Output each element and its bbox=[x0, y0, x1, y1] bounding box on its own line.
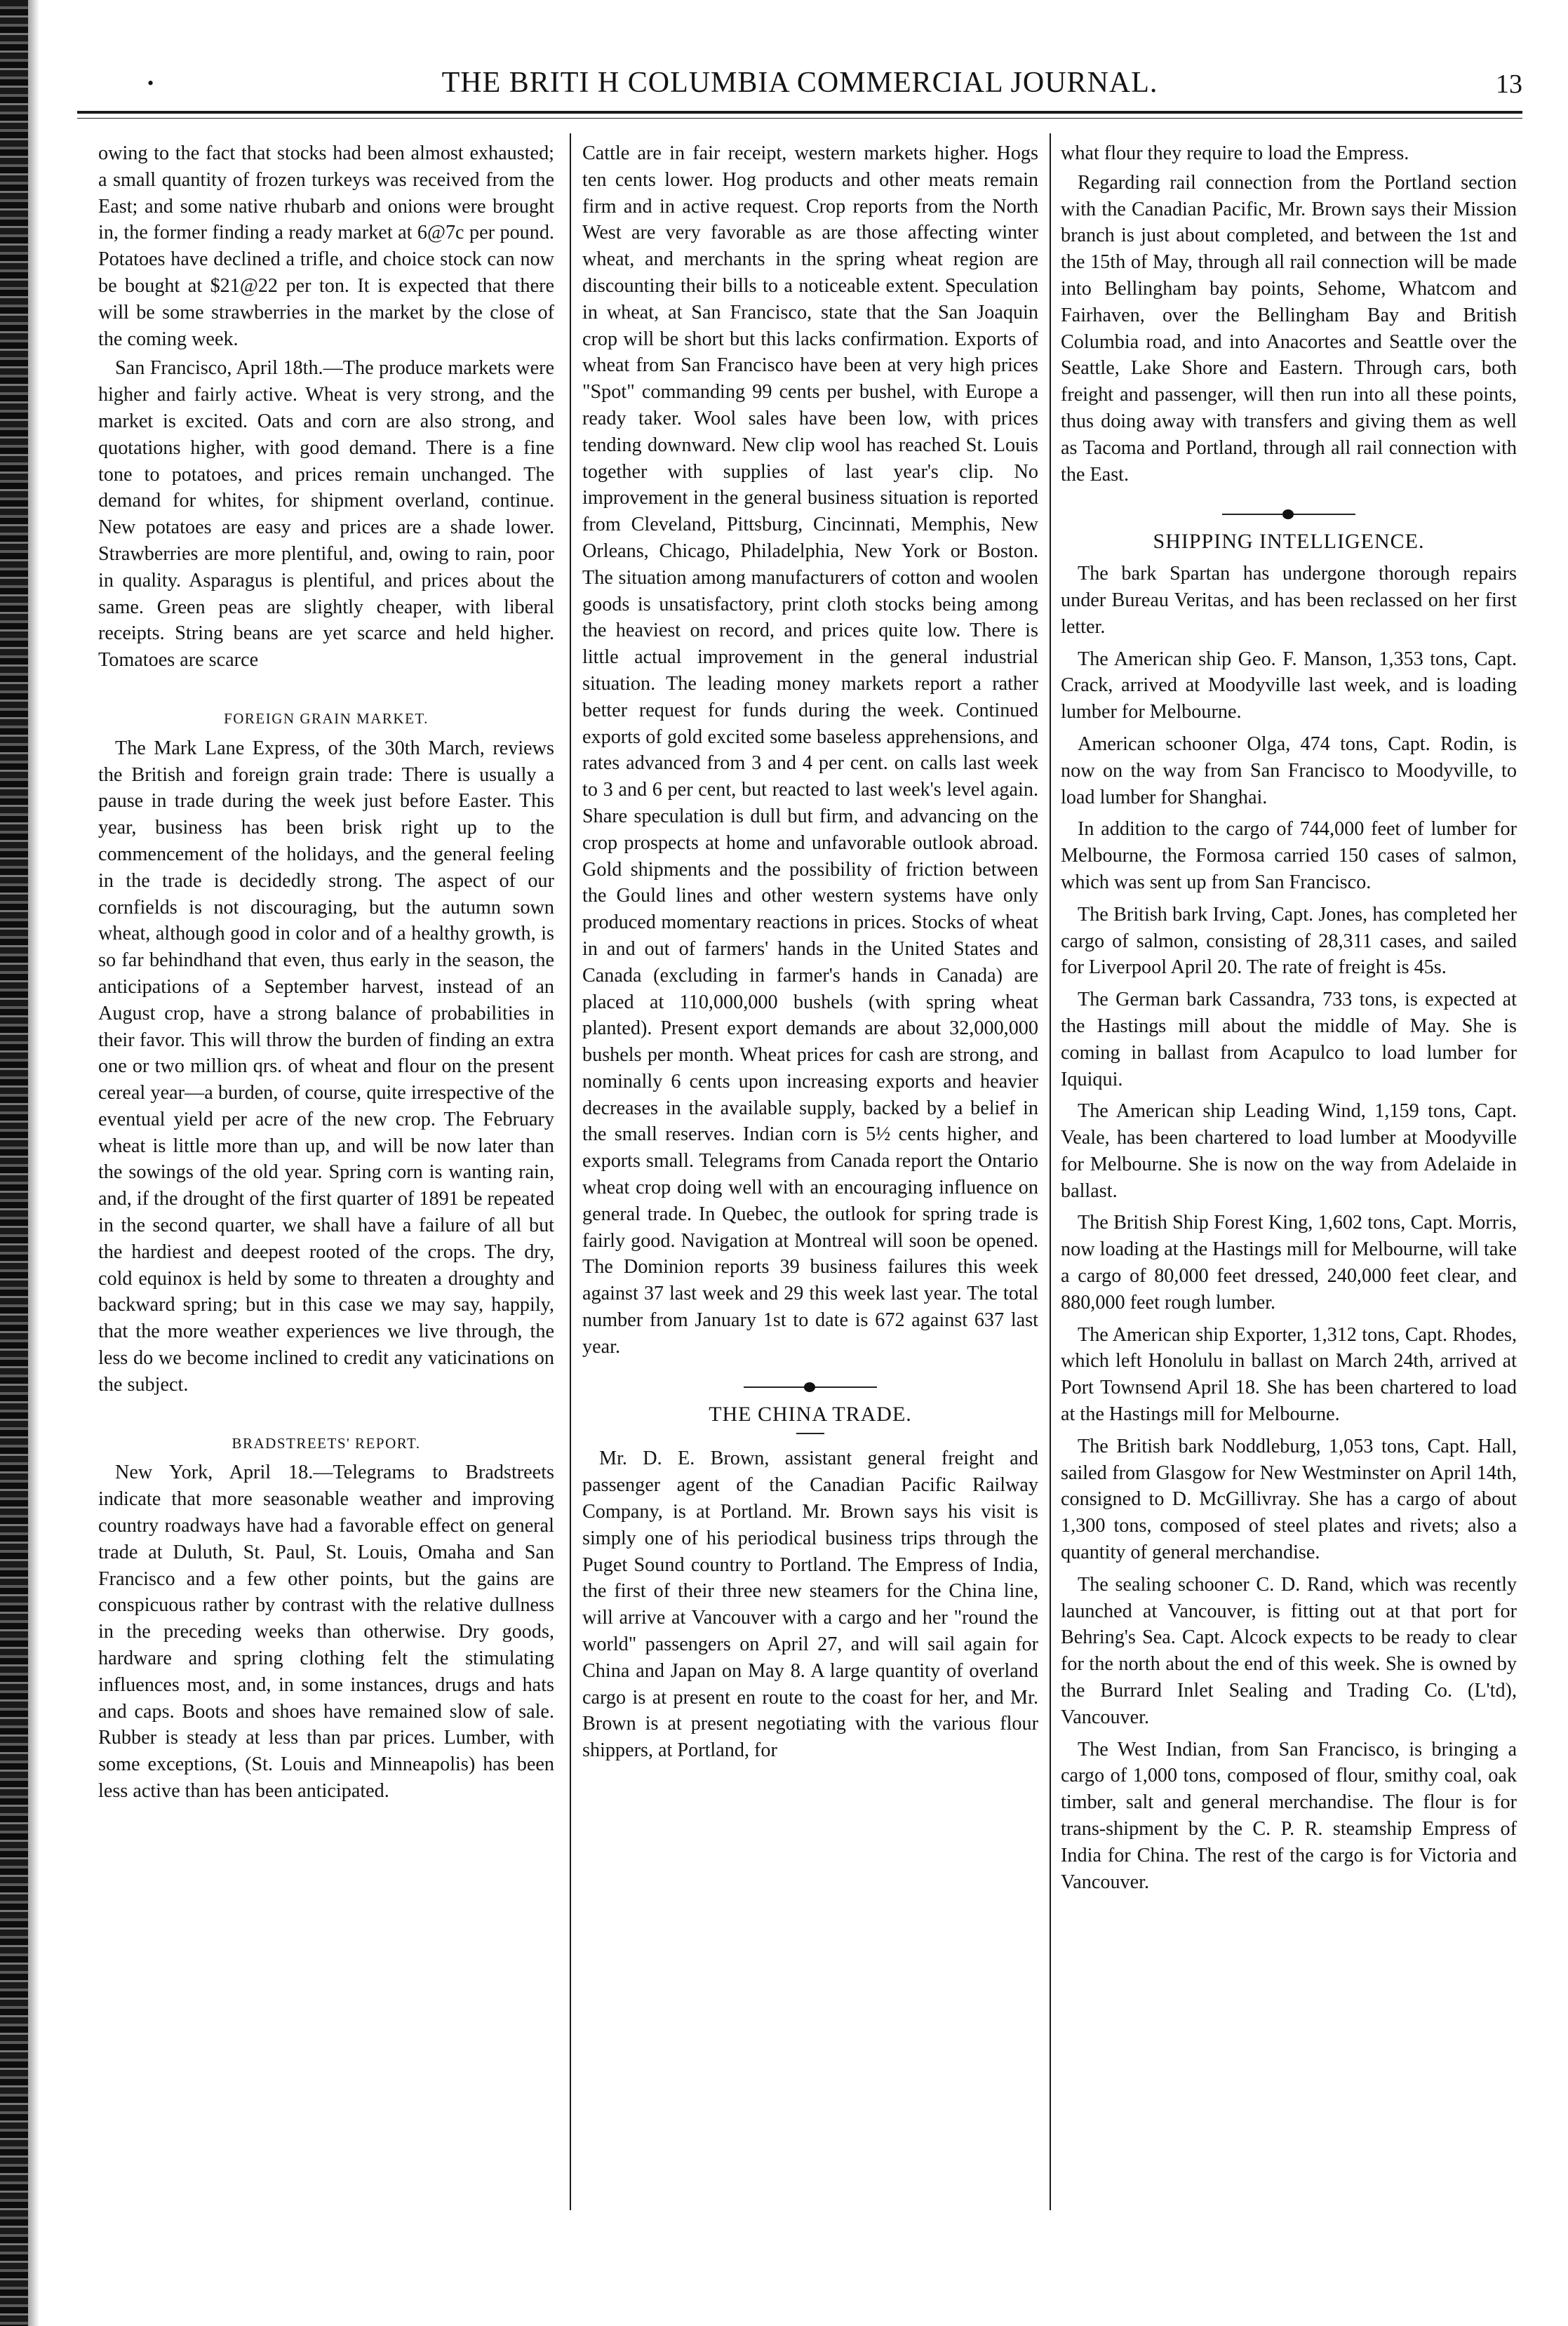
journal-title: THE BRITI H COLUMBIA COMMERCIAL JOURNAL. bbox=[441, 67, 1158, 99]
paragraph: The Mark Lane Express, of the 30th March, reviews the British and foreign grain trade: There is usually a pause in trade during the week just before Easter. This year, business has been brisk right up to the commencement of the holidays, and the general feeling in the trade is decidedly strong. The aspect of our cornfields is not discouraging, but the autumn sown wheat, although good in color and of a healthy growth, is so far behindhand that even, thus early in the season, the anticipations of a September harvest, instead of an August crop, have a strong balance of probabilities in their favor. This will throw the burden of finding an extra one or two million qrs. of wheat and flour on the present cereal year—a burden, of course, quite irrespective of the eventual yield per acre of the new crop. The February wheat is little more than up, and will be now later than the sowings of the old year. Spring corn is wanting rain, and, if the drought of the first quarter of 1891 be repeated in the second quarter, we shall have a failure of all but the hardiest and deepest rooted of the crops. The dry, cold equinox is held by some to threaten a droughty and backward spring; but in this case we may say, happily, that the more weather experiences we live through, the less do we become inclined to credit any vaticinations on the subject. bbox=[98, 737, 554, 1396]
shipping-entries bbox=[1061, 561, 1517, 1895]
shipping-entry: The American ship Exporter, 1,312 tons, Capt. Rhodes, which left Honolulu in ballast on March 24th, arrived at Port Townsend April 18. She has been chartered to load at the Hastings mill for Melbourne. bbox=[1061, 1323, 1517, 1426]
shipping-entry: The British bark Irving, Capt. Jones, has completed her cargo of salmon, consisting of 28,311 cases, and sailed for Liverpool April 20. The rate of freight is 45s. bbox=[1061, 903, 1517, 979]
china-trade-heading: THE CHINA TRADE. bbox=[709, 1402, 912, 1426]
column-3 bbox=[1061, 140, 1517, 1901]
header-rule-thin bbox=[77, 118, 1522, 119]
header-bullet: • bbox=[147, 73, 154, 93]
bradstreets-heading: BRADSTREETS' REPORT. bbox=[232, 1434, 421, 1452]
binding-shadow bbox=[28, 0, 39, 2326]
shipping-entry: The bark Spartan has undergone thorough repairs under Bureau Veritas, and has been reclassed on her first letter. bbox=[1061, 563, 1517, 638]
column-1 bbox=[98, 140, 554, 1807]
shipping-intelligence-heading: SHIPPING INTELLIGENCE. bbox=[1153, 530, 1425, 554]
binding-edge bbox=[0, 0, 28, 2326]
shipping-entry: The American ship Geo. F. Manson, 1,353 tons, Capt. Crack, arrived at Moodyville last week, and is loading lumber for Melbourne. bbox=[1061, 648, 1517, 723]
column-divider-1 bbox=[570, 133, 571, 2210]
divider-dot bbox=[804, 1382, 815, 1392]
paragraph: San Francisco, April 18th.—The produce markets were higher and fairly active. Wheat is very strong, and the market is excited. Oats and corn are also strong, and quotations higher, with good demand. There is a fine tone to potatoes, and prices remain unchanged. The demand for whites, for shipment overland, continue. New potatoes are easy and prices are a shade lower. Strawberries are more plentiful, and, owing to rain, poor in quality. Asparagus is plentiful, and prices about the same. Green peas are slightly cheaper, with liberal receipts. String beans are yet scarce and held higher. Tomatoes are scarce bbox=[98, 357, 554, 671]
shipping-entry: The sealing schooner C. D. Rand, which was recently launched at Vancouver, is fitting out at that port for Behring's Sea. Capt. Alcock expects to be ready to clear for the north about the end of this week. She is owned by the Burrard Inlet Sealing and Trading Co. (L'td), Vancouver. bbox=[1061, 1573, 1517, 1728]
paragraph: New York, April 18.—Telegrams to Bradstreets indicate that more seasonable weather and improving country roadways have had a favorable effect on general trade at Duluth, St. Paul, St. Louis, Omaha and San Francisco and a few other points, but the gains are conspicuous rather by contrast with the relative dullness in the preceding weeks than otherwise. Dry goods, hardware and spring clothing felt the stimulating influences most, and, in some instances, drugs and hats and caps. Boots and shoes have remained slow of sale. Rubber is steady at less than par prices. Lumber, with some exceptions, (St. Louis and Minneapolis) has been less active than has been anticipated. bbox=[98, 1462, 554, 1803]
ornament-divider bbox=[744, 1380, 877, 1394]
column-divider-2 bbox=[1050, 133, 1051, 2210]
header-rule-thick bbox=[77, 111, 1522, 114]
shipping-entry: The American ship Leading Wind, 1,159 tons, Capt. Veale, has been chartered to load lumber at Moodyville for Melbourne. She is now on the way from Adelaide in ballast. bbox=[1061, 1100, 1517, 1202]
foreign-grain-heading: FOREIGN GRAIN MARKET. bbox=[224, 709, 429, 727]
divider-dot bbox=[1282, 509, 1294, 519]
column-2 bbox=[582, 140, 1038, 1767]
paragraph: what flour they require to load the Empress. bbox=[1061, 142, 1409, 164]
page-number: 13 bbox=[1496, 69, 1522, 99]
shipping-entry: American schooner Olga, 474 tons, Capt. Rodin, is now on the way from San Francisco to Moodyville, to load lumber for Shanghai. bbox=[1061, 733, 1517, 808]
shipping-entry: In addition to the cargo of 744,000 feet of lumber for Melbourne, the Formosa carried 150 cases of salmon, which was sent up from San Francisco. bbox=[1061, 818, 1517, 893]
ornament-divider bbox=[1222, 507, 1355, 521]
shipping-entry: The British bark Noddleburg, 1,053 tons, Capt. Hall, sailed from Glasgow for New Westminster on April 14th, consigned to D. McGillivray. She has a cargo of about 1,300 tons, composed of steel plates and rivets; also a quantity of general merchandise. bbox=[1061, 1435, 1517, 1564]
paragraph: Mr. D. E. Brown, assistant general freight and passenger agent of the Canadian Pacific Railway Company, is at Portland. Mr. Brown says his visit is simply one of his periodical business trips through the Puget Sound country to Portland. The Empress of India, the first of their three new steamers for the China line, will arrive at Vancouver with a cargo and her "round the world" passengers on April 27, and will sail again for China and Japan on May 8. A large quantity of overland cargo is at present en route to the coast for her, and Mr. Brown is at present negotiating with the various flour shippers, at Portland, for bbox=[582, 1448, 1038, 1762]
shipping-entry: The British Ship Forest King, 1,602 tons, Capt. Morris, now loading at the Hastings mill for Melbourne, will take a cargo of 80,000 feet dressed, 240,000 feet clear, and 880,000 feet rough lumber. bbox=[1061, 1212, 1517, 1314]
paragraph: Cattle are in fair receipt, western markets higher. Hogs ten cents lower. Hog products and other meats remain firm and in active request. Crop reports from the North West are very favorable as are those affecting winter wheat, and merchants in the spring wheat region are discounting their bills to a noticeable extent. Speculation in wheat, at San Francisco, state that the San Joaquin crop will be short but this lacks confirmation. Exports of wheat from San Francisco have been at very high prices "Spot" commanding 99 cents per bushel, with Europe a ready taker. Wool sales have been low, with prices tending downward. New clip wool has reached St. Louis together with supplies of last year's clip. No improvement in the general business situation is reported from Cleveland, Pittsburg, Cincinnati, Memphis, New Orleans, Chicago, Philadelphia, New York or Boston. The situation among manufacturers of cotton and woolen goods is unsatisfactory, print cloth stocks being among the heaviest on record, and prices quite low. There is little actual improvement in the general industrial situation. The leading money markets report a rather better request for funds during the week. Continued exports of gold excited some baseless apprehensions, and rates advanced from 3 and 4 per cent. on calls last week to 3 and 6 per cent, but reacted to last week's level again. Share speculation is dull but firm, and advancing on the crop prospects at home and unfavorable outlook abroad. Gold shipments and the possibility of friction between the Gould lines and other western systems have only produced momentary reactions in prices. Stocks of wheat in and out of farmers' hands in the United States and Canada (excluding in farmer's hands in Canada) are placed at 110,000,000 bushels (with spring wheat planted). Present export demands are about 32,000,000 bushels per month. Wheat prices for cash are strong, and nominally 6 cents upon increasing exports and heavier decreases in the available supply, backed by a belief in the small reserves. Indian corn is 5½ cents higher, and exports small. Telegrams from Canada report the Ontario wheat crop doing well with an encouraging influence on general trade. In Quebec, the outlook for spring trade is fairly good. Navigation at Montreal will soon be opened. The Dominion reports 39 business failures this week against 37 last week and 29 this week last year. The total number from January 1st to date is 672 against 637 last year. bbox=[582, 142, 1038, 1358]
shipping-entry: The West Indian, from San Francisco, is bringing a cargo of 1,000 tons, composed of flour, smithy coal, oak timber, salt and general merchandise. The flour is for trans-shipment by the C. P. R. steamship Empress of India for China. The rest of the cargo is for Victoria and Vancouver. bbox=[1061, 1738, 1517, 1893]
short-rule bbox=[796, 1433, 824, 1434]
shipping-entry: The German bark Cassandra, 733 tons, is expected at the Hastings mill about the middle of May. She is coming in ballast from Acapulco to load lumber for Iquiqui. bbox=[1061, 989, 1517, 1090]
paragraph: owing to the fact that stocks had been almost exhausted; a small quantity of frozen turkeys was received from the East; and some native rhubarb and onions were brought in, the former finding a ready market at 6@7c per pound. Potatoes have declined a trifle, and choice stock can now be bought at $21@22 per ton. It is expected that there will be some strawberries in the market by the close of the coming week. bbox=[98, 142, 554, 350]
page-header bbox=[77, 62, 1522, 104]
paragraph: Regarding rail connection from the Portland section with the Canadian Pacific, Mr. Brown says their Mission branch is just about completed, and between the 1st and the 15th of May, through all rail connection will be made into Bellingham bay points, Sehome, Whatcom and Fairhaven, over the Bellingham Bay and British Columbia road, and into Anacortes and Seattle over the Seattle, Lake Shore and Eastern. Through cars, both freight and passenger, will then run into all these points, thus doing away with transfers and giving them as well as Tacoma and Portland, through all rail connection with the East. bbox=[1061, 171, 1517, 486]
